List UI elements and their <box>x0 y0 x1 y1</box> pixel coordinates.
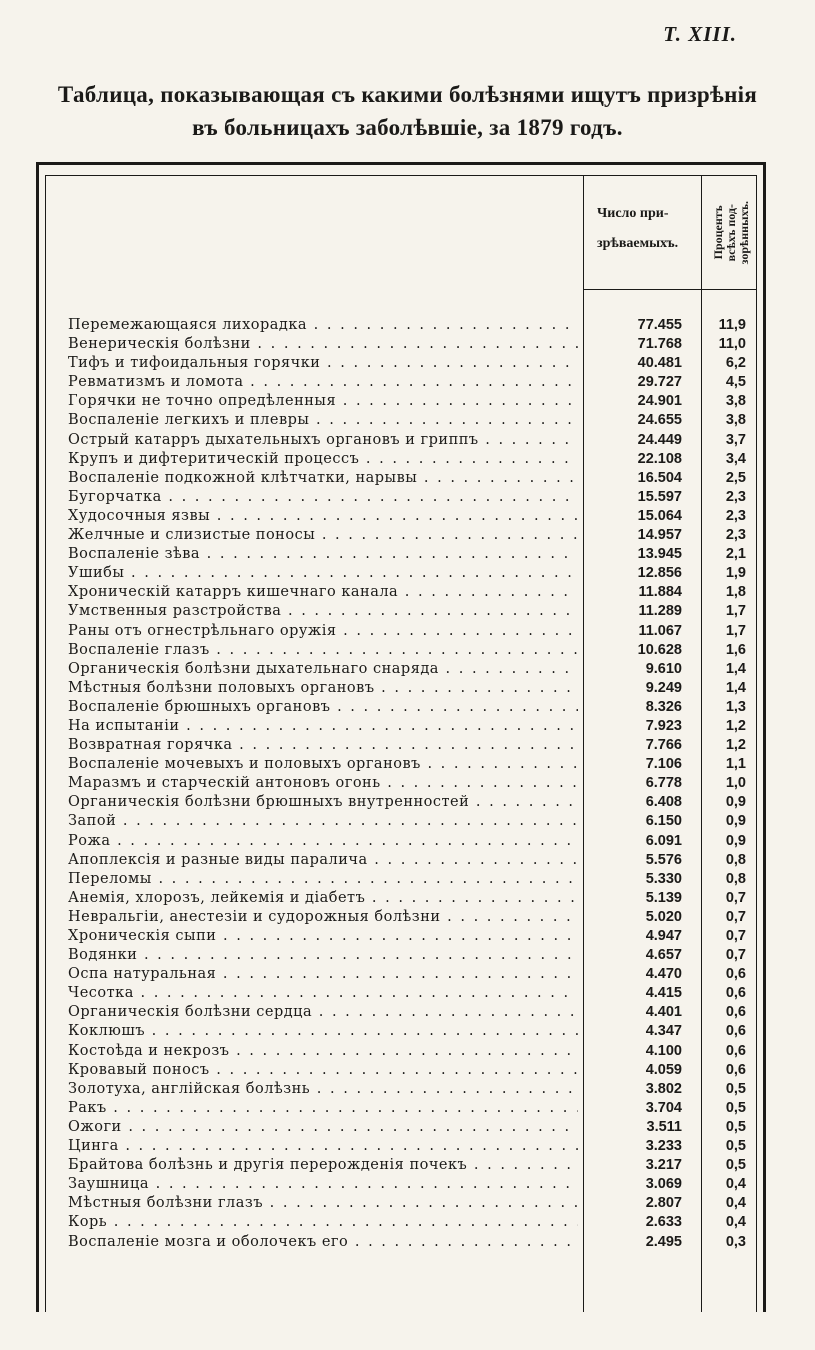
percent-value: 0,9 <box>725 813 746 830</box>
header-rule <box>583 289 757 290</box>
disease-name: Острый катарръ дыхательныхъ органовъ и гриппъ . . . <box>68 431 578 450</box>
table-row <box>36 488 766 507</box>
percent-value: 0,6 <box>725 985 746 1002</box>
disease-name: Рожа . . . <box>68 832 578 851</box>
header-count: Число при- зрѣваемыхъ. <box>597 206 679 251</box>
percent-value: 1,8 <box>725 584 746 601</box>
table-row <box>36 717 766 736</box>
percent-value: 11,9 <box>718 317 746 333</box>
header-percent-cell <box>705 181 757 285</box>
header-percent: Процентъ всѣхъ под- зорѣнныхъ. <box>710 201 751 265</box>
disease-name: Крупъ и дифтеритическій процессъ . . . <box>68 450 578 469</box>
patient-count: 4.947 <box>645 928 682 944</box>
table-row <box>36 602 766 621</box>
patient-count: 11.067 <box>638 622 682 639</box>
patient-count: 15.597 <box>637 488 682 505</box>
disease-name: Золотуха, англійская болѣзнь . . . <box>68 1080 578 1099</box>
patient-count: 4.347 <box>645 1023 682 1040</box>
patient-count: 2.807 <box>645 1195 682 1212</box>
disease-name: Воспаленіе мочевыхъ и половыхъ органовъ . . . <box>68 755 578 774</box>
table-row <box>36 984 766 1003</box>
table-row <box>36 392 766 411</box>
patient-count: 29.727 <box>637 374 682 391</box>
percent-value: 1,6 <box>725 641 746 658</box>
disease-name: Тифъ и тифоидальныя горячки . . . <box>68 354 578 373</box>
percent-value: 6,2 <box>725 355 746 372</box>
disease-name: Воспаленіе брюшныхъ органовъ . . . <box>68 698 578 717</box>
patient-count: 11.884 <box>638 584 682 601</box>
disease-name: Воспаленіе глазъ . . . <box>68 641 578 660</box>
disease-name: Апоплексія и разные виды паралича . . . <box>68 851 578 870</box>
patient-count: 10.628 <box>637 641 682 658</box>
table-row <box>36 774 766 793</box>
patient-count: 3.217 <box>645 1157 682 1174</box>
patient-count: 77.455 <box>637 317 682 333</box>
table-row <box>36 583 766 602</box>
disease-name: Оспа натуральная . . . <box>68 965 578 984</box>
percent-value: 1,2 <box>725 737 746 754</box>
percent-value: 2,3 <box>725 507 746 524</box>
disease-name: Воспаленіе зѣва . . . <box>68 545 578 564</box>
disease-name: Ушибы . . . <box>68 564 578 583</box>
patient-count: 5.020 <box>645 908 682 925</box>
percent-value: 0,7 <box>725 889 746 906</box>
table-row <box>36 622 766 641</box>
disease-name: Органическія болѣзни брюшныхъ внутренностей . . . <box>68 793 578 812</box>
percent-value: 0,4 <box>725 1214 746 1231</box>
table-row <box>36 564 766 583</box>
disease-name: Перемежающаяся лихорадка . . . <box>68 316 578 335</box>
percent-value: 0,7 <box>725 928 746 944</box>
patient-count: 4.470 <box>645 966 682 983</box>
percent-value: 3,8 <box>725 412 746 429</box>
disease-name: Органическія болѣзни сердца . . . <box>68 1003 578 1022</box>
table-row <box>36 641 766 660</box>
disease-name: Чесотка . . . <box>68 984 578 1003</box>
percent-value: 1,4 <box>725 660 746 677</box>
patient-count: 4.059 <box>645 1061 682 1078</box>
percent-value: 0,6 <box>725 1042 746 1059</box>
patient-count: 11.289 <box>638 603 682 620</box>
patient-count: 40.481 <box>637 355 682 372</box>
disease-name: Воспаленіе подкожной клѣтчатки, нарывы . . . <box>68 469 578 488</box>
disease-name: Брайтова болѣзнь и другія перерожденія почекъ . . . <box>68 1156 578 1175</box>
table-row <box>36 335 766 354</box>
percent-value: 2,3 <box>725 488 746 505</box>
percent-value: 0,5 <box>725 1138 746 1155</box>
patient-count: 24.655 <box>637 412 682 429</box>
patient-count: 15.064 <box>637 507 682 524</box>
disease-name: Запой . . . <box>68 812 578 831</box>
disease-name: Органическія болѣзни дыхательнаго снаряда . . . <box>68 660 578 679</box>
patient-count: 24.901 <box>637 393 682 410</box>
disease-name: Бугорчатка . . . <box>68 488 578 507</box>
disease-name: Воспаленіе легкихъ и плевры . . . <box>68 411 578 430</box>
patient-count: 2.495 <box>645 1233 682 1250</box>
percent-value: 0,4 <box>725 1195 746 1212</box>
inner-rule-top <box>45 175 757 176</box>
percent-value: 0,9 <box>725 794 746 811</box>
table-row <box>36 812 766 831</box>
percent-value: 3,7 <box>725 431 746 448</box>
percent-value: 4,5 <box>725 374 746 391</box>
percent-value: 1,9 <box>725 565 746 582</box>
percent-value: 2,1 <box>725 546 746 563</box>
table-row <box>36 660 766 679</box>
disease-name: Коклюшъ . . . <box>68 1022 578 1041</box>
patient-count: 22.108 <box>637 450 682 467</box>
patient-count: 7.106 <box>645 756 682 773</box>
patient-count: 24.449 <box>637 431 682 448</box>
table-row <box>36 1118 766 1137</box>
table-row <box>36 755 766 774</box>
table-row <box>36 1022 766 1041</box>
percent-value: 1,1 <box>725 756 746 773</box>
percent-value: 0,5 <box>725 1080 746 1097</box>
patient-count: 3.233 <box>645 1138 682 1155</box>
percent-value: 0,5 <box>725 1118 746 1135</box>
percent-value: 0,4 <box>725 1176 746 1193</box>
patient-count: 4.100 <box>645 1042 682 1059</box>
table-row <box>36 431 766 450</box>
table-row <box>36 526 766 545</box>
disease-name: Невральгіи, анестезіи и судорожныя болѣзни . . . <box>68 908 578 927</box>
table-row <box>36 679 766 698</box>
table-row <box>36 870 766 889</box>
table-row <box>36 851 766 870</box>
table-row <box>36 908 766 927</box>
table-row <box>36 736 766 755</box>
patient-count: 4.657 <box>645 947 682 964</box>
table-row <box>36 1099 766 1118</box>
disease-name: Воспаленіе мозга и оболочекъ его . . . <box>68 1233 578 1252</box>
table-row <box>36 316 766 335</box>
patient-count: 12.856 <box>637 565 682 582</box>
percent-value: 0,6 <box>725 1061 746 1078</box>
percent-value: 1,7 <box>725 603 746 620</box>
table-row <box>36 411 766 430</box>
patient-count: 16.504 <box>637 469 682 486</box>
disease-name: Умственныя разстройства . . . <box>68 602 578 621</box>
percent-value: 0,8 <box>725 870 746 887</box>
table-row <box>36 1233 766 1252</box>
disease-name: Желчные и слизистые поносы . . . <box>68 526 578 545</box>
disease-name: Корь . . . <box>68 1213 578 1232</box>
table-row <box>36 832 766 851</box>
percent-value: 0,5 <box>725 1157 746 1174</box>
percent-value: 0,6 <box>725 966 746 983</box>
disease-name: Ревматизмъ и ломота . . . <box>68 373 578 392</box>
table-row <box>36 1194 766 1213</box>
title-line-1: Таблица, показывающая съ какими болѣзнями ищутъ призрѣнія <box>57 82 758 107</box>
disease-name: Костоѣда и некрозъ . . . <box>68 1042 578 1061</box>
percent-value: 1,2 <box>725 717 746 734</box>
disease-name: Худосочныя язвы . . . <box>68 507 578 526</box>
percent-value: 0,6 <box>725 1004 746 1021</box>
percent-value: 1,3 <box>725 698 746 715</box>
table-row <box>36 946 766 965</box>
disease-name: Раны отъ огнестрѣльнаго оружія . . . <box>68 622 578 641</box>
percent-value: 2,5 <box>725 469 746 486</box>
patient-count: 7.766 <box>645 737 682 754</box>
table-title <box>20 78 795 144</box>
table-row <box>36 965 766 984</box>
table-row <box>36 373 766 392</box>
disease-name: Маразмъ и старческій антоновъ огонь . . . <box>68 774 578 793</box>
disease-name: Горячки не точно опредѣленныя . . . <box>68 392 578 411</box>
percent-value: 1,0 <box>725 775 746 792</box>
disease-name: Хроническій катарръ кишечнаго канала . . . <box>68 583 578 602</box>
table-row <box>36 1175 766 1194</box>
percent-value: 3,4 <box>725 450 746 467</box>
percent-value: 0,7 <box>725 947 746 964</box>
patient-count: 7.923 <box>645 717 682 734</box>
disease-name: Ракъ . . . <box>68 1099 578 1118</box>
table-row <box>36 545 766 564</box>
table-row <box>36 1061 766 1080</box>
patient-count: 6.091 <box>645 832 682 849</box>
percent-value: 0,8 <box>725 851 746 868</box>
percent-value: 0,3 <box>725 1233 746 1250</box>
disease-name: На испытаніи . . . <box>68 717 578 736</box>
patient-count: 14.957 <box>637 527 682 544</box>
disease-name: Возвратная горячка . . . <box>68 736 578 755</box>
patient-count: 6.408 <box>645 794 682 811</box>
percent-value: 0,9 <box>725 832 746 849</box>
table-row <box>36 354 766 373</box>
percent-value: 0,5 <box>725 1099 746 1116</box>
disease-name: Венерическія болѣзни . . . <box>68 335 578 354</box>
patient-count: 9.249 <box>645 679 682 696</box>
patient-count: 5.576 <box>645 851 682 868</box>
page-number: Т. XIII. <box>663 22 737 46</box>
patient-count: 71.768 <box>637 336 682 353</box>
disease-name: Хроническія сыпи . . . <box>68 927 578 946</box>
table-row <box>36 450 766 469</box>
disease-name: Анемія, хлорозъ, лейкемія и діабетъ . . . <box>68 889 578 908</box>
percent-value: 11,0 <box>718 336 746 353</box>
patient-count: 3.511 <box>646 1118 682 1135</box>
table-row <box>36 793 766 812</box>
patient-count: 13.945 <box>637 546 682 563</box>
percent-value: 1,4 <box>725 679 746 696</box>
patient-count: 4.415 <box>645 985 682 1002</box>
table-row <box>36 1042 766 1061</box>
disease-name: Водянки . . . <box>68 946 578 965</box>
patient-count: 8.326 <box>645 698 682 715</box>
table-row <box>36 1137 766 1156</box>
percent-value: 3,8 <box>725 393 746 410</box>
percent-value: 2,3 <box>725 527 746 544</box>
percent-value: 0,6 <box>725 1023 746 1040</box>
patient-count: 5.139 <box>645 889 682 906</box>
table-row <box>36 1003 766 1022</box>
table-row <box>36 698 766 717</box>
table-row <box>36 1213 766 1232</box>
table-row <box>36 1156 766 1175</box>
disease-name: Мѣстныя болѣзни глазъ . . . <box>68 1194 578 1213</box>
table-row <box>36 927 766 946</box>
disease-name: Заушница . . . <box>68 1175 578 1194</box>
patient-count: 4.401 <box>645 1004 682 1021</box>
disease-name: Переломы . . . <box>68 870 578 889</box>
disease-name: Кровавый поносъ . . . <box>68 1061 578 1080</box>
disease-name: Ожоги . . . <box>68 1118 578 1137</box>
patient-count: 3.704 <box>645 1099 682 1116</box>
disease-name: Мѣстныя болѣзни половыхъ органовъ . . . <box>68 679 578 698</box>
patient-count: 6.150 <box>645 813 682 830</box>
table-body <box>36 316 766 1252</box>
title-line-2: въ больницахъ заболѣвшіе, за 1879 годъ. <box>192 115 623 140</box>
patient-count: 5.330 <box>645 870 682 887</box>
percent-value: 1,7 <box>725 622 746 639</box>
patient-count: 2.633 <box>645 1214 682 1231</box>
disease-name: Цинга . . . <box>68 1137 578 1156</box>
table-row <box>36 469 766 488</box>
patient-count: 3.069 <box>645 1176 682 1193</box>
percent-value: 0,7 <box>725 908 746 925</box>
patient-count: 9.610 <box>645 660 682 677</box>
patient-count: 6.778 <box>645 775 682 792</box>
table-row <box>36 1080 766 1099</box>
table-row <box>36 507 766 526</box>
table-row <box>36 889 766 908</box>
patient-count: 3.802 <box>645 1080 682 1097</box>
